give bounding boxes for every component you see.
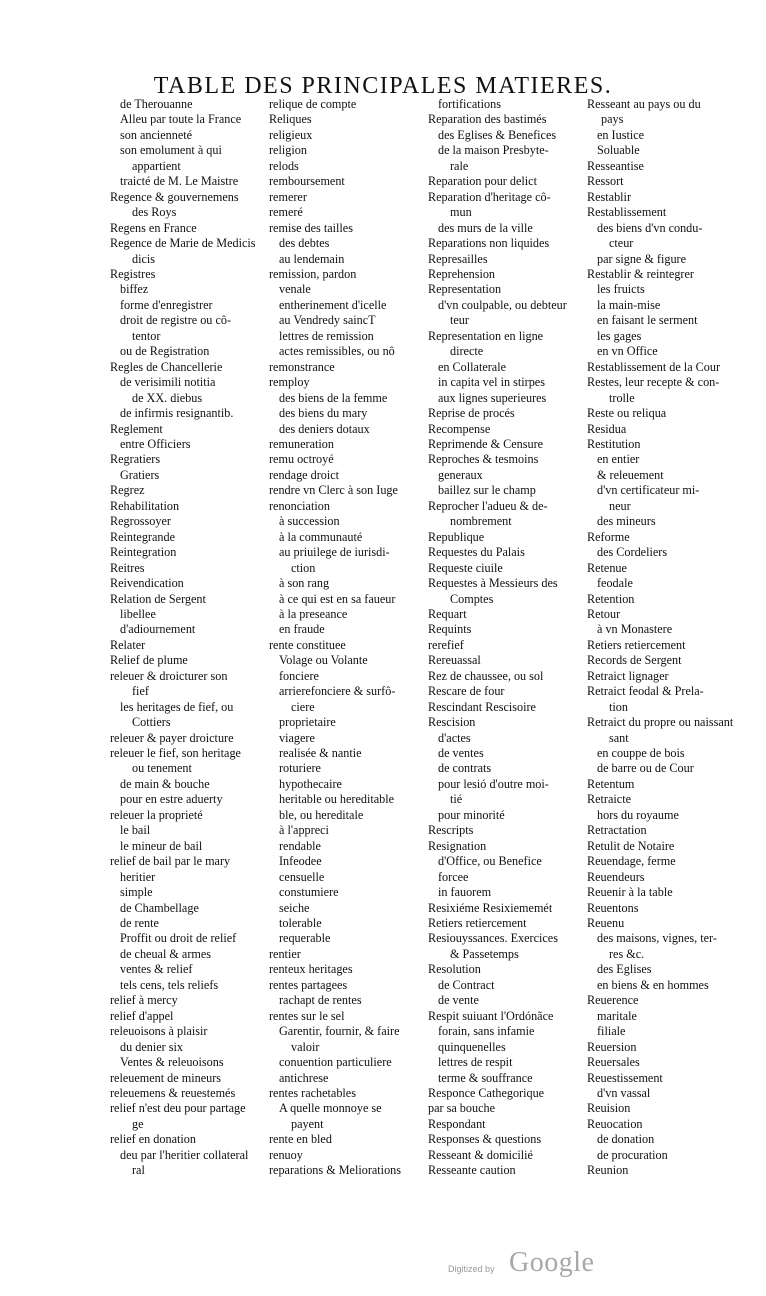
index-entry: de vente [438,993,479,1008]
index-entry: Responce Cathegorique [428,1086,545,1100]
index-entry: ge [132,1116,144,1131]
index-entry: rendable [279,838,321,853]
index-entry: remploy [269,375,310,390]
index-entry: Retractation [587,823,647,838]
index-entry: releuement de mineurs [110,1070,221,1085]
index-entry: du denier six [120,1039,183,1054]
index-entry: forme d'enregistrer [120,297,213,312]
index-entry: religion [269,143,307,158]
index-entry: de Contract [438,977,495,992]
index-entry: A quelle monnoye se [279,1101,382,1116]
index-entry: des Eglises & Benefices [438,127,557,142]
index-entry: rente constituee [269,637,346,652]
index-entry: releuer & payer droicture [110,730,234,745]
index-entry: Reprocher l'adueu & de- [428,498,548,513]
index-entry: Resseant au pays ou du [587,97,701,111]
index-entry: Retraicte [587,792,631,807]
index-entry: tié [450,792,463,807]
index-entry: de contrats [438,761,492,776]
index-entry: pour lesió d'outre moi- [438,776,549,791]
index-entry: Reuestissement [587,1070,663,1085]
index-entry: Rereuassal [428,653,481,668]
index-entry: le mineur de bail [120,838,203,853]
index-entry: Reuendage, ferme [587,854,676,869]
index-entry: Retour [587,606,621,621]
index-entry: des biens de la femme [279,390,388,405]
index-entry: Restablissement de la Cour [587,359,721,374]
index-entry: relique de compte [269,97,357,111]
index-entry: heritier [120,869,156,884]
index-entry: relief d'appel [110,1008,174,1023]
index-entry: au lendemain [279,251,345,266]
index-entry: Residua [587,421,627,436]
index-entry: Retraict lignager [587,668,669,683]
index-entry: Resseantise [587,158,644,173]
index-entry: mun [450,205,472,220]
index-entry: Restes, leur recepte & con- [587,375,720,390]
index-entry: rerefief [428,637,464,652]
index-entry: fonciere [279,668,319,683]
index-entry: Soluable [597,143,640,158]
index-entry: renonciation [269,498,330,513]
index-entry: fief [132,684,149,699]
index-entry: de procuration [597,1147,668,1162]
index-entry: son emolument à qui [120,143,222,158]
index-entry: pour en estre aduerty [120,792,223,807]
index-entry: par sa bouche [428,1101,496,1116]
index-entry: res &c. [609,946,645,961]
index-entry: remboursement [269,174,345,189]
index-entry: en Iustice [597,127,645,142]
index-entry: relief en donation [110,1132,196,1147]
index-entry: generaux [438,467,483,482]
index-entry: les fruicts [597,282,645,297]
index-entry: Ressort [587,174,624,189]
index-entry: Reparation des bastimés [428,112,547,127]
index-entry: Rescision [428,715,476,730]
index-entry: teur [450,313,469,328]
index-entry: des Cordeliers [597,545,668,560]
index-entry: Reitres [110,560,145,575]
index-entry: Requestes à Messieurs des [428,576,558,591]
index-entry: à la communauté [279,529,363,544]
index-entry: en Collaterale [438,359,507,374]
index-entry: Rescripts [428,823,474,838]
index-entry: de barre ou de Cour [597,761,694,776]
index-entry: censuelle [279,869,325,884]
index-entry: Reprehension [428,266,496,281]
index-entry: des biens d'vn condu- [597,220,703,235]
index-entry: rentes partagees [269,977,348,992]
index-entry: roturiere [279,761,321,776]
index-entry: son ancienneté [120,127,193,142]
index-entry: rale [450,158,469,173]
index-entry: de cheual & armes [120,946,212,961]
index-entry: d'vn vassal [597,1086,651,1100]
index-entry: par signe & figure [597,251,687,266]
index-entry: en faisant le serment [597,313,698,328]
index-entry: cteur [609,236,634,251]
index-entry: renteux heritages [269,962,353,977]
index-entry: tion [609,699,628,714]
index-entry: Ventes & releuoisons [120,1055,224,1070]
index-entry: Volage ou Volante [279,653,368,668]
index-entry: Reparations non liquides [428,236,550,251]
index-entry: droit de registre ou cô- [120,313,232,328]
index-entry: forain, sans infamie [438,1024,535,1039]
index-entry: & releuement [597,467,664,482]
index-column-2 [269,97,425,1179]
index-entry: au Vendredy saincT [279,313,376,328]
index-entry: remise des tailles [269,220,353,235]
index-entry: Reuision [587,1101,631,1116]
index-entry: hypothecaire [279,776,342,791]
index-entry: rentier [269,946,301,961]
index-entry: Infeodee [279,854,322,869]
index-entry: ction [291,560,316,575]
index-entry: Regles de Chancellerie [110,359,223,374]
index-entry: Restitution [587,436,641,451]
index-entry: rachapt de rentes [279,993,362,1008]
index-entry: Reuocation [587,1116,643,1131]
index-entry: & Passetemps [450,946,519,961]
index-entry: remuneration [269,436,334,451]
index-entry: en couppe de bois [597,746,685,761]
index-entry: Reuendeurs [587,869,645,884]
index-entry: releuoisons à plaisir [110,1024,208,1039]
index-entry: Relater [110,637,146,652]
index-entry: rendage droict [269,467,340,482]
index-entry: de XX. diebus [132,390,203,405]
index-entry: entre Officiers [120,436,191,451]
index-entry: Resolution [428,962,481,977]
index-entry: d'vn coulpable, ou debteur [438,297,567,312]
index-entry: viagere [279,730,315,745]
index-entry: venale [279,282,311,297]
index-entry: au priuilege de iurisdi- [279,545,390,560]
index-entry: Comptes [450,591,494,606]
index-entry: lettres de remission [279,328,374,343]
index-entry: filiale [597,1024,626,1039]
index-entry: Retraict du propre ou naissant [587,715,734,730]
index-entry: tentor [132,328,161,343]
index-entry: rentes rachetables [269,1086,356,1100]
index-entry: d'vn certificateur mi- [597,483,700,498]
index-entry: Reintegration [110,545,177,560]
index-entry: Reforme [587,529,630,544]
index-entry: la main-mise [597,297,661,312]
index-entry: Retentum [587,776,635,791]
index-entry: maritale [597,1008,637,1023]
index-entry: Retenue [587,560,627,575]
index-entry: des murs de la ville [438,220,533,235]
index-entry: hors du royaume [597,807,679,822]
index-entry: conuention particuliere [279,1055,392,1070]
index-entry: requerable [279,931,331,946]
index-entry: Reuerence [587,993,639,1008]
index-entry: Reprise de procés [428,406,515,421]
index-entry: terme & souffrance [438,1070,533,1085]
index-entry: traicté de M. Le Maistre [120,174,239,189]
index-entry: releuemens & reuestemés [110,1086,236,1100]
index-entry: biffez [120,282,149,297]
index-entry: les heritages de fief, ou [120,699,234,714]
index-entry: de rente [120,916,159,931]
index-entry: realisée & nantie [279,746,362,761]
index-entry: constumiere [279,885,339,900]
index-entry: Respondant [428,1116,486,1131]
index-entry: proprietaire [279,715,336,730]
index-entry: à succession [279,514,340,529]
index-entry: Garentir, fournir, & faire [279,1024,400,1039]
index-entry: de verisimili notitia [120,375,216,390]
index-column-1 [110,97,266,1179]
index-entry: reparations & Meliorations [269,1163,401,1178]
index-entry: feodale [597,576,633,591]
index-entry: pays [601,112,624,127]
index-entry: ou tenement [132,761,192,776]
index-entry: Regrossoyer [110,514,171,529]
index-entry: actes remissibles, ou nô [279,344,395,359]
index-entry: Retraict feodal & Prela- [587,684,704,699]
index-entry: nombrement [450,514,512,529]
index-entry: baillez sur le champ [438,483,536,498]
index-entry: Reuenir à la table [587,885,673,900]
index-entry: tels cens, tels reliefs [120,977,219,992]
index-entry: appartient [132,158,181,173]
index-entry: Restablissement [587,205,667,220]
index-entry: Requestes du Palais [428,545,525,560]
index-entry: Reparation pour delict [428,174,537,189]
index-entry: Requeste ciuile [428,560,503,575]
index-entry: Retulit de Notaire [587,838,675,853]
index-entry: les gages [597,328,642,343]
index-entry: Reliques [269,112,312,127]
index-entry: in fauorem [438,885,492,900]
index-entry: Reuenu [587,916,625,931]
index-entry: ciere [291,699,315,714]
index-entry: Cottiers [132,715,171,730]
index-entry: des maisons, vignes, ter- [597,931,717,946]
index-entry: Republique [428,529,485,544]
index-entry: lettres de respit [438,1055,513,1070]
index-entry: ventes & relief [120,962,193,977]
index-entry: Rehabilitation [110,498,180,513]
index-entry: ral [132,1163,145,1178]
index-entry: seiche [279,900,310,915]
index-entry: des Roys [132,205,177,220]
index-entry: payent [291,1116,324,1131]
index-entry: des Eglises [597,962,652,977]
index-entry: à vn Monastere [597,622,673,637]
index-entry: de donation [597,1132,655,1147]
index-entry: arrierefonciere & surfô- [279,684,396,699]
index-entry: forcee [438,869,469,884]
index-entry: Regrez [110,483,145,498]
index-entry: neur [609,498,631,513]
index-entry: Rez de chaussee, ou sol [428,668,544,683]
index-entry: de la maison Presbyte- [438,143,549,158]
google-logo: Google [509,1247,595,1278]
index-entry: releuer la proprieté [110,807,203,822]
index-entry: relief n'est deu pour partage [110,1101,246,1116]
index-entry: Reuersales [587,1055,640,1070]
index-entry: à la preseance [279,606,348,621]
index-entry: Resseant & domicilié [428,1147,533,1162]
index-entry: de main & bouche [120,776,210,791]
index-entry: le bail [120,823,151,838]
index-entry: heritable ou hereditable [279,792,395,807]
index-entry: Resignation [428,838,487,853]
index-entry: dicis [132,251,156,266]
index-entry: Gratiers [120,467,160,482]
index-column-3 [428,97,584,1179]
index-entry: Represailles [428,251,488,266]
index-entry: Recompense [428,421,491,436]
index-entry: deu par l'heritier collateral [120,1147,249,1162]
index-entry: valoir [291,1039,320,1054]
index-entry: quinquenelles [438,1039,506,1054]
index-entry: Retiers retiercement [587,637,686,652]
index-entry: à ce qui est en sa faueur [279,591,396,606]
index-entry: tolerable [279,916,322,931]
index-entry: trolle [609,390,635,405]
index-entry: d'actes [438,730,471,745]
index-entry: de infirmis resignantib. [120,406,234,421]
index-entry: Alleu par toute la France [120,112,242,127]
index-entry: Respit suiuant l'Ordónãce [428,1008,554,1023]
index-entry: Representation en ligne [428,328,544,343]
index-entry: Resseante caution [428,1163,516,1178]
index-entry: Records de Sergent [587,653,682,668]
index-entry: ou de Registration [120,344,210,359]
index-entry: Retention [587,591,635,606]
index-entry: Responses & questions [428,1132,542,1147]
index-entry: directe [450,344,484,359]
index-entry: Retiers retiercement [428,916,527,931]
index-entry: Relation de Sergent [110,591,206,606]
index-entry: Proffit ou droit de relief [120,931,237,946]
index-entry: Rescare de four [428,684,505,699]
index-entry: des mineurs [597,514,656,529]
index-entry: Reivendication [110,576,184,591]
index-entry: rendre vn Clerc à son Iuge [269,483,398,498]
index-entry: pour minorité [438,807,505,822]
index-entry: Restablir & reintegrer [587,266,694,281]
index-entry: ble, ou hereditale [279,807,364,822]
index-entry: des deniers dotaux [279,421,370,436]
index-entry: de Therouanne [120,97,193,111]
page-title: TABLE DES PRINCIPALES MATIERES. [153,73,613,99]
index-entry: religieux [269,127,313,142]
index-entry: relief à mercy [110,993,178,1008]
index-entry: Resiouyssances. Exercices [428,931,558,946]
index-entry: antichrese [279,1070,329,1085]
index-column-4 [587,97,751,1179]
index-entry: renuoy [269,1147,303,1162]
index-entry: Reuersion [587,1039,637,1054]
index-entry: Reintegrande [110,529,175,544]
index-entry: simple [120,885,153,900]
index-entry: remerer [269,189,307,204]
index-entry: remu octroyé [269,452,334,467]
index-entry: Reparation d'heritage cô- [428,189,551,204]
index-entry: remission, pardon [269,266,357,281]
index-entry: d'adiournement [120,622,196,637]
index-entry: des debtes [279,236,330,251]
index-entry: à son rang [279,576,330,591]
index-entry: remeré [269,205,303,220]
index-entry: entherinement d'icelle [279,297,387,312]
google-watermark [430,1245,630,1285]
index-entry: Requart [428,606,467,621]
index-entry: Reproches & tesmoins [428,452,539,467]
index-entry: de ventes [438,746,484,761]
index-entry: à l'appreci [279,823,329,838]
index-entry: Reunion [587,1163,629,1178]
index-entry: releuer le fief, son heritage [110,746,241,761]
index-entry: in capita vel in stirpes [438,375,545,390]
index-entry: des biens du mary [279,406,368,421]
index-entry: Reuentons [587,900,639,915]
index-entry: Registres [110,266,156,281]
index-entry: rentes sur le sel [269,1008,345,1023]
index-entry: relods [269,158,299,173]
index-entry: en vn Office [597,344,658,359]
index-entry: sant [609,730,629,745]
index-entry: en biens & en hommes [597,977,709,992]
index-entry: Reprimende & Censure [428,436,544,451]
index-entry: Regratiers [110,452,161,467]
index-entry: Resixiéme Resixiememét [428,900,553,915]
index-entry: Representation [428,282,502,297]
index-entry: rente en bled [269,1132,332,1147]
index-entry: fortifications [438,97,501,111]
index-entry: Reste ou reliqua [587,406,667,421]
index-entry: remonstrance [269,359,335,374]
index-entry: de Chambellage [120,900,199,915]
index-entry: en fraude [279,622,325,637]
index-entry: Restablir [587,189,632,204]
index-entry: Regence de Marie de Medicis [110,236,256,251]
index-entry: en entier [597,452,640,467]
index-entry: relief de bail par le mary [110,854,231,869]
index-entry: Relief de plume [110,653,188,668]
index-entry: libellee [120,606,156,621]
index-entry: d'Office, ou Benefice [438,854,542,869]
index-entry: Regens en France [110,220,197,235]
index-entry: releuer & droicturer son [110,668,228,683]
index-entry: Requints [428,622,472,637]
index-entry: aux lignes superieures [438,390,547,405]
index-entry: Regence & gouvernemens [110,189,239,204]
index-entry: Reglement [110,421,163,436]
watermark-prefix: Digitized by [448,1264,495,1274]
index-entry: Rescindant Rescisoire [428,699,536,714]
